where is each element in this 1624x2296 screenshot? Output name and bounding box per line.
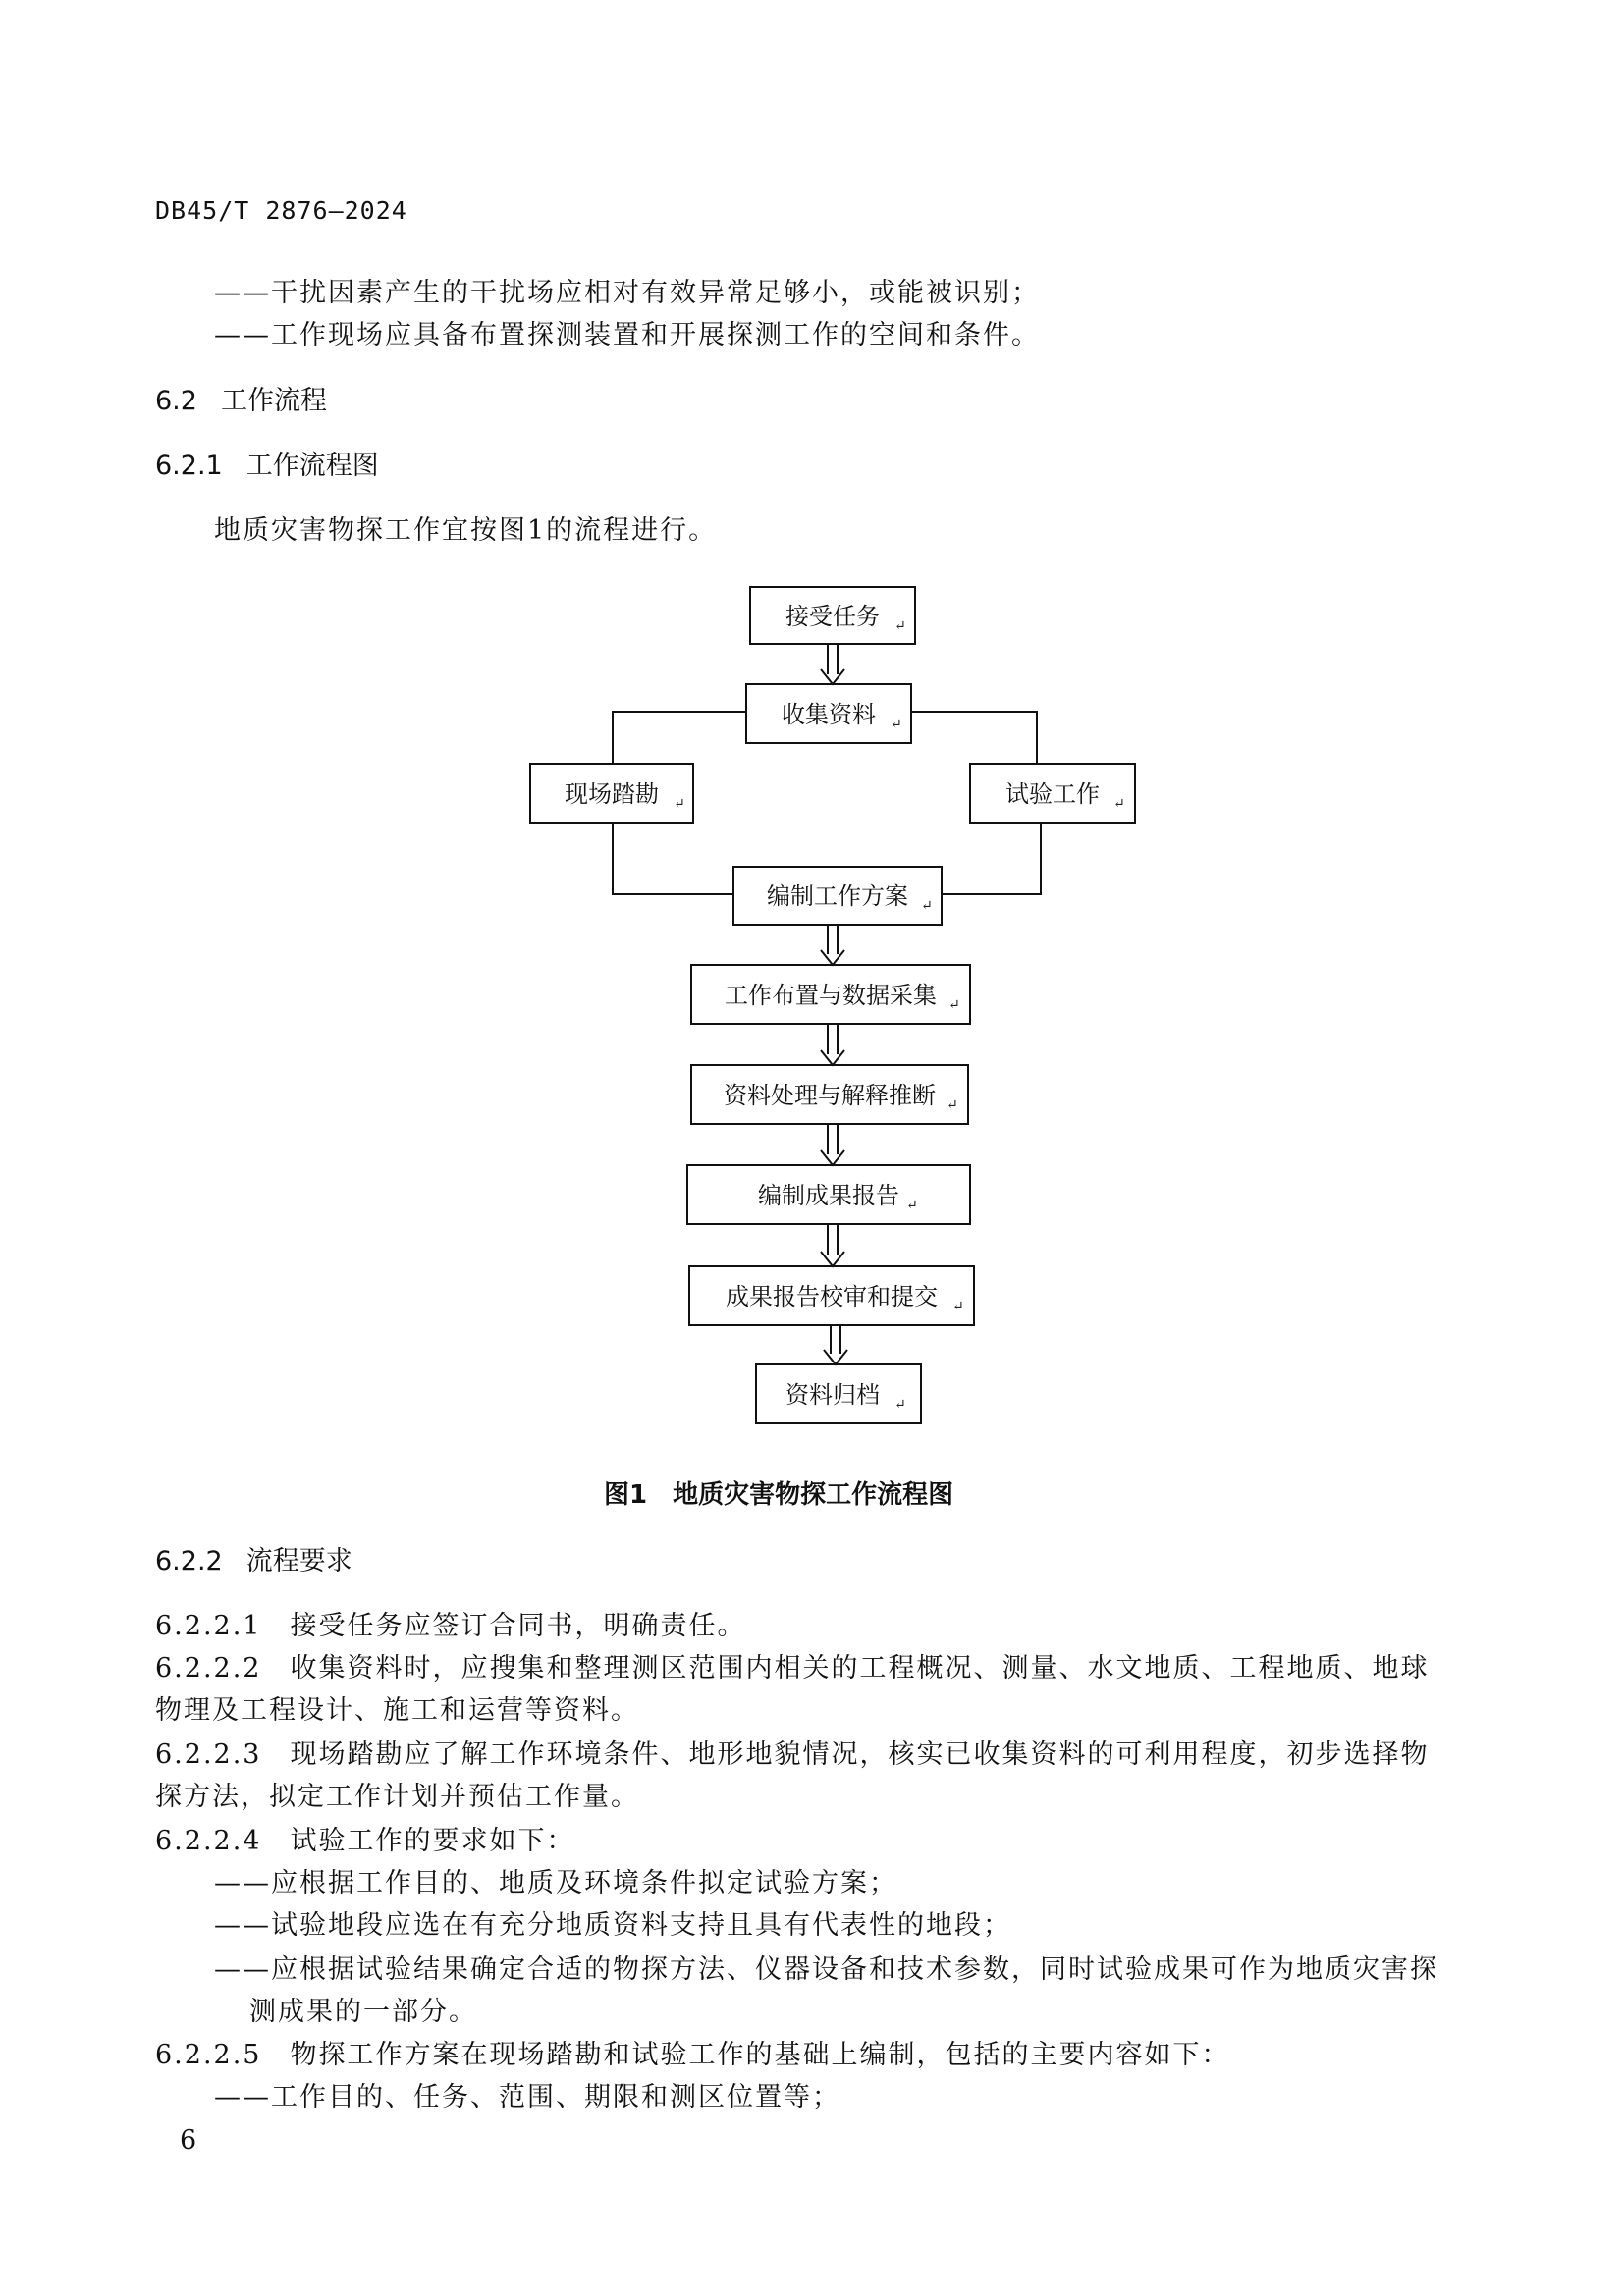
clause-6-2-2-3: 6.2.2.3 现场踏勘应了解工作环境条件、地形地貌情况，核实已收集资料的可利用程度，初步选择物 (155, 1739, 1430, 1770)
connector-test-to-plan (942, 823, 1041, 894)
paragraph-mark-icon: ↵ (894, 1397, 906, 1413)
node-label-processing-interpretation: 资料处理与解释推断 (724, 1082, 936, 1109)
intro-item-1: ——干扰因素产生的干扰场应相对有效异常足够小，或能被识别； (214, 278, 1040, 308)
paragraph-mark-icon: ↵ (921, 898, 933, 914)
connector-collect-to-test (911, 712, 1037, 764)
section-number: 6.2.1 (155, 451, 223, 481)
section-heading-6-2-2 (155, 1539, 352, 1577)
paragraph-mark-icon: ↵ (948, 997, 960, 1013)
clause-6-2-2-4: 6.2.2.4 试验工作的要求如下： (155, 1826, 575, 1856)
arrow-plan-to-layout (821, 925, 844, 965)
arrow-layout-to-processing (821, 1024, 844, 1065)
paragraph-mark-icon: ↵ (674, 796, 685, 812)
paragraph-mark-icon: ↵ (894, 618, 906, 634)
node-label-test-work: 试验工作 (1005, 780, 1100, 808)
paragraph-mark-icon: ↵ (947, 1097, 958, 1113)
node-label-site-survey: 现场踏勘 (565, 780, 659, 808)
arrow-accept-to-collect (821, 644, 844, 684)
list-item-test-results: ——应根据试验结果确定合适的物探方法、仪器设备和技术参数，同时试验成果可作为地质灾害探 (214, 1954, 1438, 1985)
node-label-collect-data: 收集资料 (782, 701, 876, 728)
arrow-report-to-review (821, 1224, 844, 1266)
node-label-compile-report: 编制成果报告 (758, 1182, 899, 1209)
clause-6-2-2-2: 6.2.2.2 收集资料时，应搜集和整理测区范围内相关的工程概况、测量、水文地质、工程地质、地球 (155, 1653, 1430, 1683)
list-item-work-purpose: ——工作目的、任务、范围、期限和测区位置等； (214, 2082, 840, 2112)
list-item-test-site: ——试验地段应选在有充分地质资料支持且具有代表性的地段； (214, 1910, 1011, 1941)
arrow-processing-to-report (821, 1124, 844, 1165)
clause-6-2-2-3-cont: 探方法，拟定工作计划并预估工作量。 (155, 1782, 639, 1812)
section-number: 6.2.2 (155, 1546, 223, 1576)
node-label-accept-task: 接受任务 (785, 603, 880, 630)
paragraph-mark-icon: ↵ (906, 1198, 918, 1213)
list-item-test-plan: ——应根据工作目的、地质及环境条件拟定试验方案； (214, 1868, 897, 1898)
paragraph-mark-icon: ↵ (952, 1299, 964, 1314)
flowchart-intro-text: 地质灾害物探工作宜按图1的流程进行。 (214, 515, 718, 546)
clause-6-2-2-5: 6.2.2.5 物探工作方案在现场踏勘和试验工作的基础上编制，包括的主要内容如下： (155, 2040, 1230, 2070)
connector-collect-to-survey (613, 712, 746, 764)
standard-code-header: DB45/T 2876—2024 (155, 196, 407, 225)
connector-survey-to-plan (613, 823, 733, 894)
section-number: 6.2 (155, 386, 197, 416)
page-number: 6 (180, 2125, 197, 2156)
clause-6-2-2-1: 6.2.2.1 接受任务应签订合同书，明确责任。 (155, 1611, 746, 1641)
figure-caption: 图1 地质灾害物探工作流程图 (604, 1480, 954, 1510)
clause-6-2-2-2-cont: 物理及工程设计、施工和运营等资料。 (155, 1695, 639, 1726)
intro-item-2: ——工作现场应具备布置探测装置和开展探测工作的空间和条件。 (214, 320, 1040, 350)
paragraph-mark-icon: ↵ (1113, 796, 1125, 812)
list-item-test-results-cont: 测成果的一部分。 (249, 1997, 477, 2027)
node-label-review-submit: 成果报告校审和提交 (726, 1283, 938, 1310)
node-label-layout-acquisition: 工作布置与数据采集 (725, 982, 937, 1009)
node-label-compile-plan: 编制工作方案 (767, 882, 908, 910)
section-title: 工作流程图 (245, 451, 379, 481)
section-title: 流程要求 (245, 1546, 352, 1576)
paragraph-mark-icon: ↵ (891, 717, 902, 732)
node-label-archive: 资料归档 (785, 1381, 880, 1409)
arrow-review-to-archive (824, 1325, 847, 1364)
section-title: 工作流程 (220, 386, 327, 416)
